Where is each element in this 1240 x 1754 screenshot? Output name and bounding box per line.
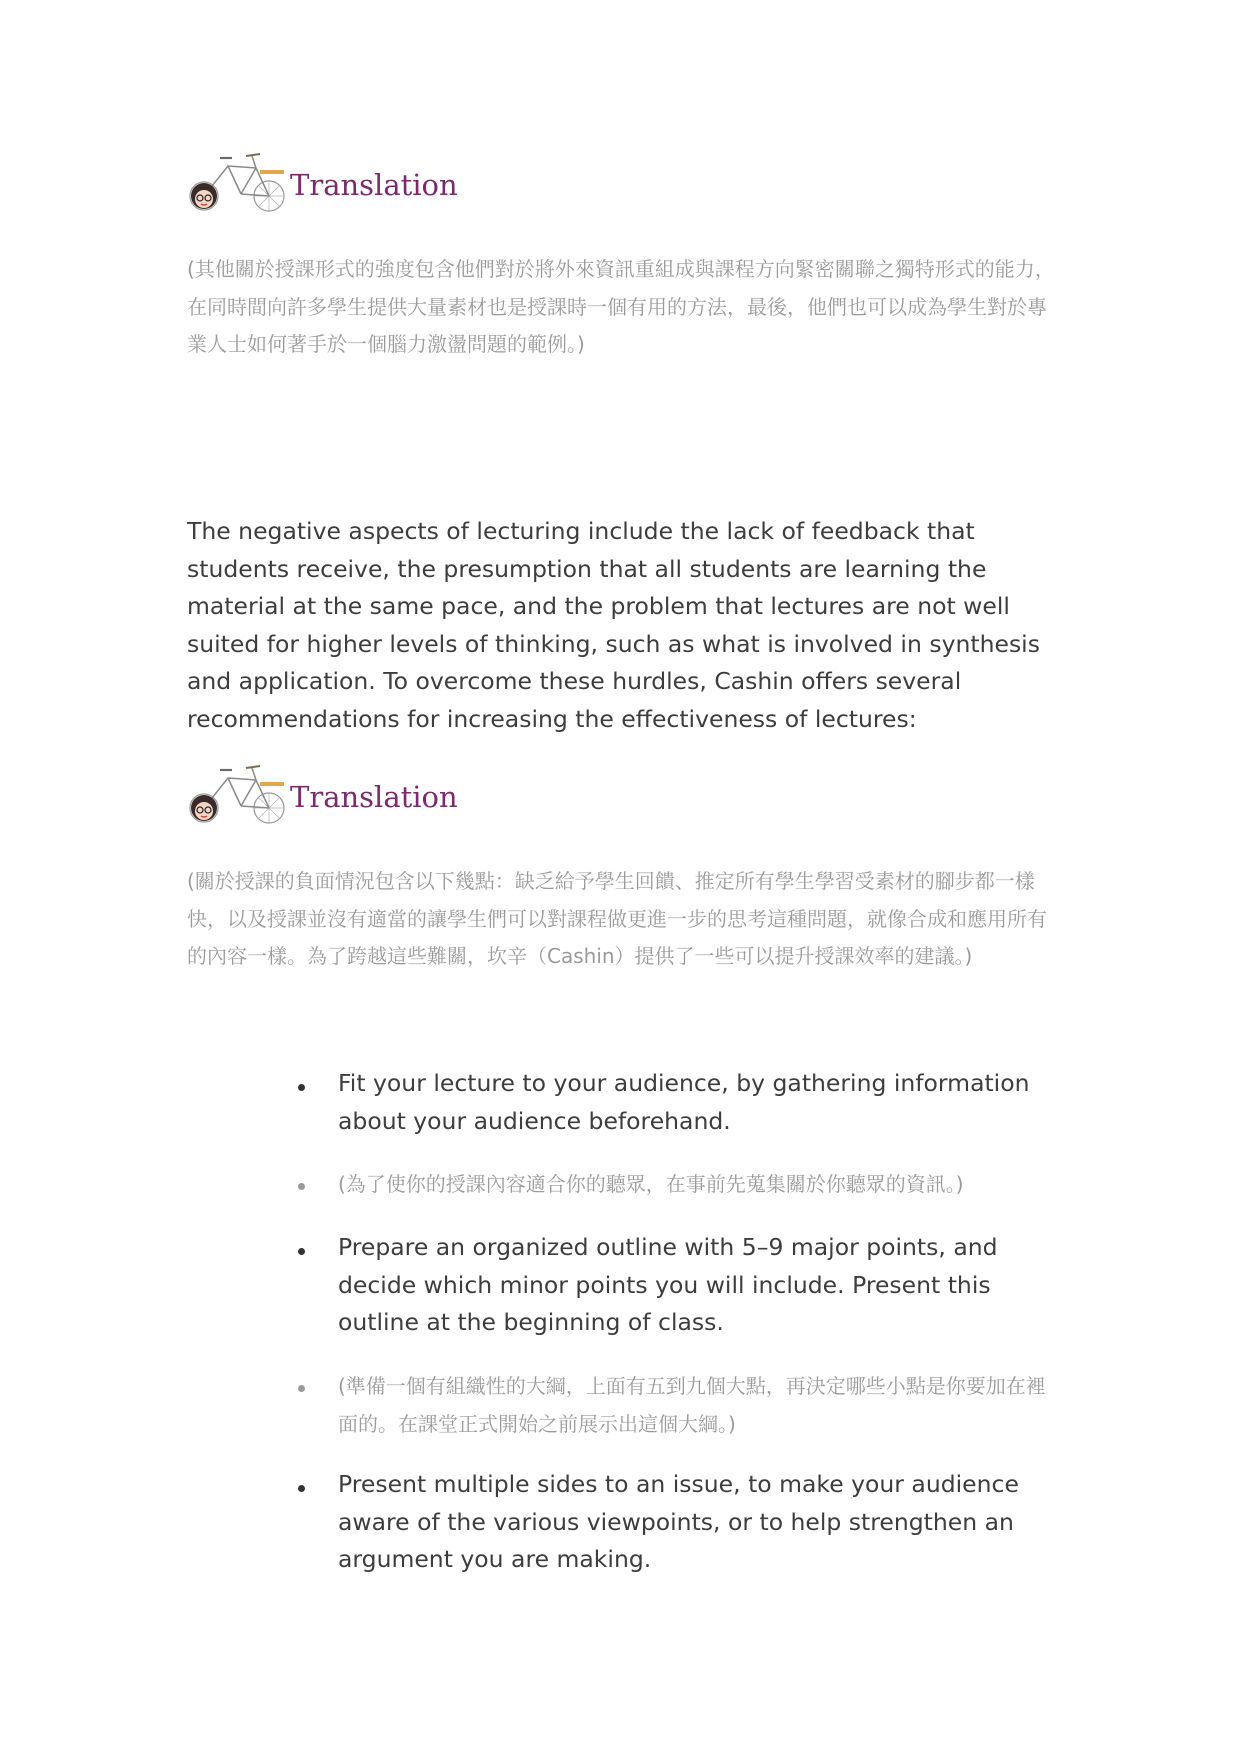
list-item: Present multiple sides to an issue, to make your audience aware of the various viewpoints, or to help strengthen an argument you are making. (338, 1470, 1019, 1573)
body-paragraph: The negative aspects of lecturing include the lack of feedback that students receive, the presumption that all students are learning the material at the same pace, and the problem that lectures are not well suited for higher levels of thinking, such as what is involved in synthesis and application. To overcome these hurdles, Cashin offers several recommendations for increasing the effectiveness of lectures: (187, 517, 1040, 733)
bullet-marker (298, 1084, 308, 1094)
bicycle-with-girl-face-icon (186, 760, 296, 824)
translation-paragraph: (其他關於授課形式的強度包含他們對於將外來資訊重組成與課程方向緊密關聯之獨特形式的能力，在同時間向許多學生提供大量素材也是授課時一個有用的方法，最後，他們也可以成為學生對於專業人士如何著手於一個腦力激盪問題的範例。) (187, 257, 1055, 356)
logo-text: Translation (290, 168, 458, 202)
bullet-marker (298, 1485, 308, 1495)
list-item-translation: (準備一個有組織性的大綱，上面有五到九個大點，再決定哪些小點是你要加在裡面的。在課堂正式開始之前展示出這個大綱。) (338, 1374, 1046, 1436)
list-item: Prepare an organized outline with 5–9 major points, and decide which minor points you will include. Present this outline at the beginning of class. (338, 1233, 998, 1336)
bullet-marker (298, 1248, 308, 1258)
translation-paragraph: (關於授課的負面情況包含以下幾點：缺乏給予學生回饋、推定所有學生學習受素材的腳步都一樣快，以及授課並沒有適當的讓學生們可以對課程做更進一步的思考這種問題，就像合成和應用所有的內容一樣。為了跨越這些難關，坎辛（Cashin）提供了一些可以提升授課效率的建議。) (187, 869, 1047, 968)
translation-logo (186, 760, 458, 824)
list-item-translation: (為了使你的授課內容適合你的聽眾，在事前先蒐集關於你聽眾的資訊。) (338, 1172, 964, 1196)
bullet-marker (298, 1385, 308, 1395)
logo-text: Translation (290, 780, 458, 814)
bicycle-with-girl-face-icon (186, 148, 296, 212)
translation-logo (186, 148, 458, 212)
list-item: Fit your lecture to your audience, by gathering information about your audience beforehand. (338, 1069, 1030, 1135)
bullet-marker (298, 1183, 308, 1193)
